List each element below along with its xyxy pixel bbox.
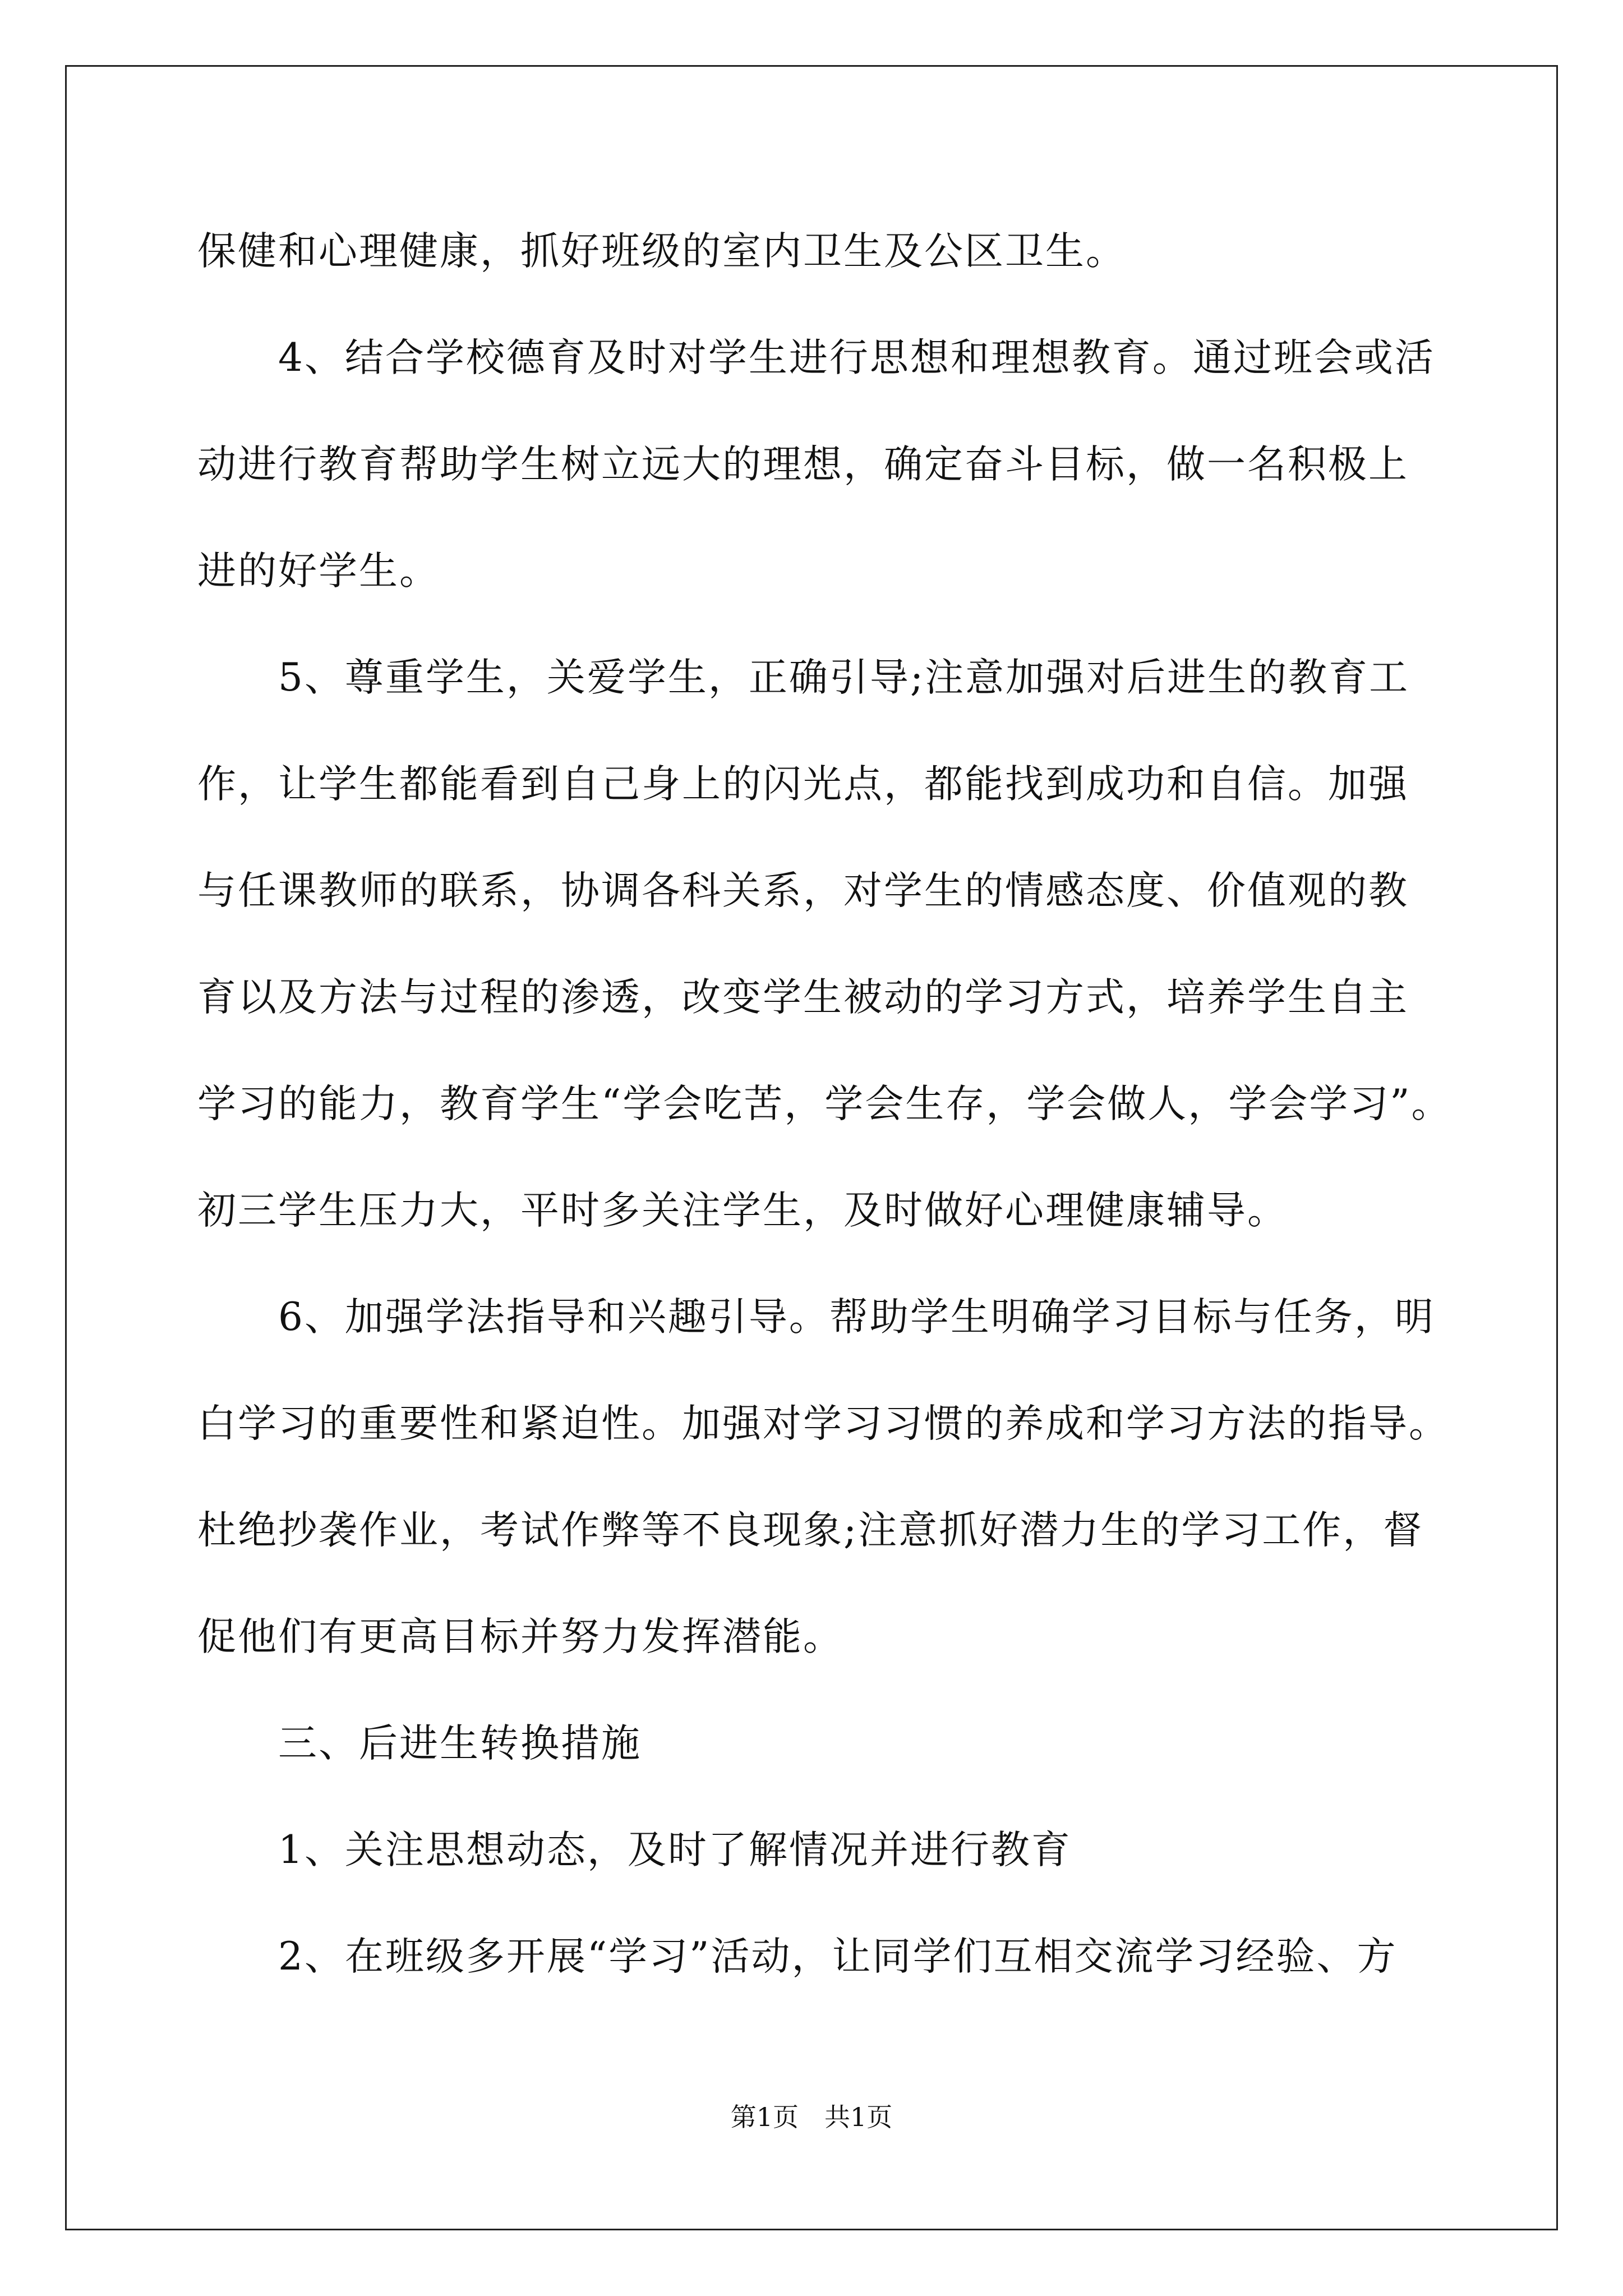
text-line: 6、加强学法指导和兴趣引导。帮助学生明确学习目标与任务，明 [197,1295,1435,1340]
text-line: 杜绝抄袭作业，考试作弊等不良现象;注意抓好潜力生的学习工作，督 [197,1508,1424,1553]
text-line: 学习的能力，教育学生“学会吃苦，学会生存，学会做人，学会学习”。 [197,1082,1452,1126]
text-line: 动进行教育帮助学生树立远大的理想，确定奋斗目标，做一名积极上 [197,442,1409,487]
text-line: 保健和心理健康，抓好班级的室内卫生及公区卫生。 [197,229,1126,274]
text-line: 4、结合学校德育及时对学生进行思想和理想教育。通过班会或活 [197,335,1435,380]
text-line: 白学习的重要性和紧迫性。加强对学习习惯的养成和学习方法的指导。 [197,1401,1449,1446]
text-line: 进的好学生。 [197,549,440,593]
page-border [65,65,1558,2230]
page-number-footer: 第1页 共1页 [730,2102,893,2132]
text-line: 初三学生压力大，平时多关注学生，及时做好心理健康辅导。 [197,1188,1288,1233]
text-line: 作，让学生都能看到自己身上的闪光点，都能找到成功和自信。加强 [197,762,1409,807]
text-line: 促他们有更高目标并努力发挥潜能。 [197,1614,843,1659]
text-line: 2、在班级多开展“学习”活动，让同学们互相交流学习经验、方 [197,1934,1398,1979]
text-line: 1、关注思想动态，及时了解情况并进行教育 [197,1828,1072,1872]
text-line: 5、尊重学生，关爱学生，正确引导;注意加强对后进生的教育工 [197,655,1410,700]
text-line: 育以及方法与过程的渗透，改变学生被动的学习方式，培养学生自主 [197,975,1409,1020]
text-line: 三、后进生转换措施 [197,1721,642,1766]
text-line: 与任课教师的联系，协调各科关系，对学生的情感态度、价值观的教 [197,868,1409,913]
